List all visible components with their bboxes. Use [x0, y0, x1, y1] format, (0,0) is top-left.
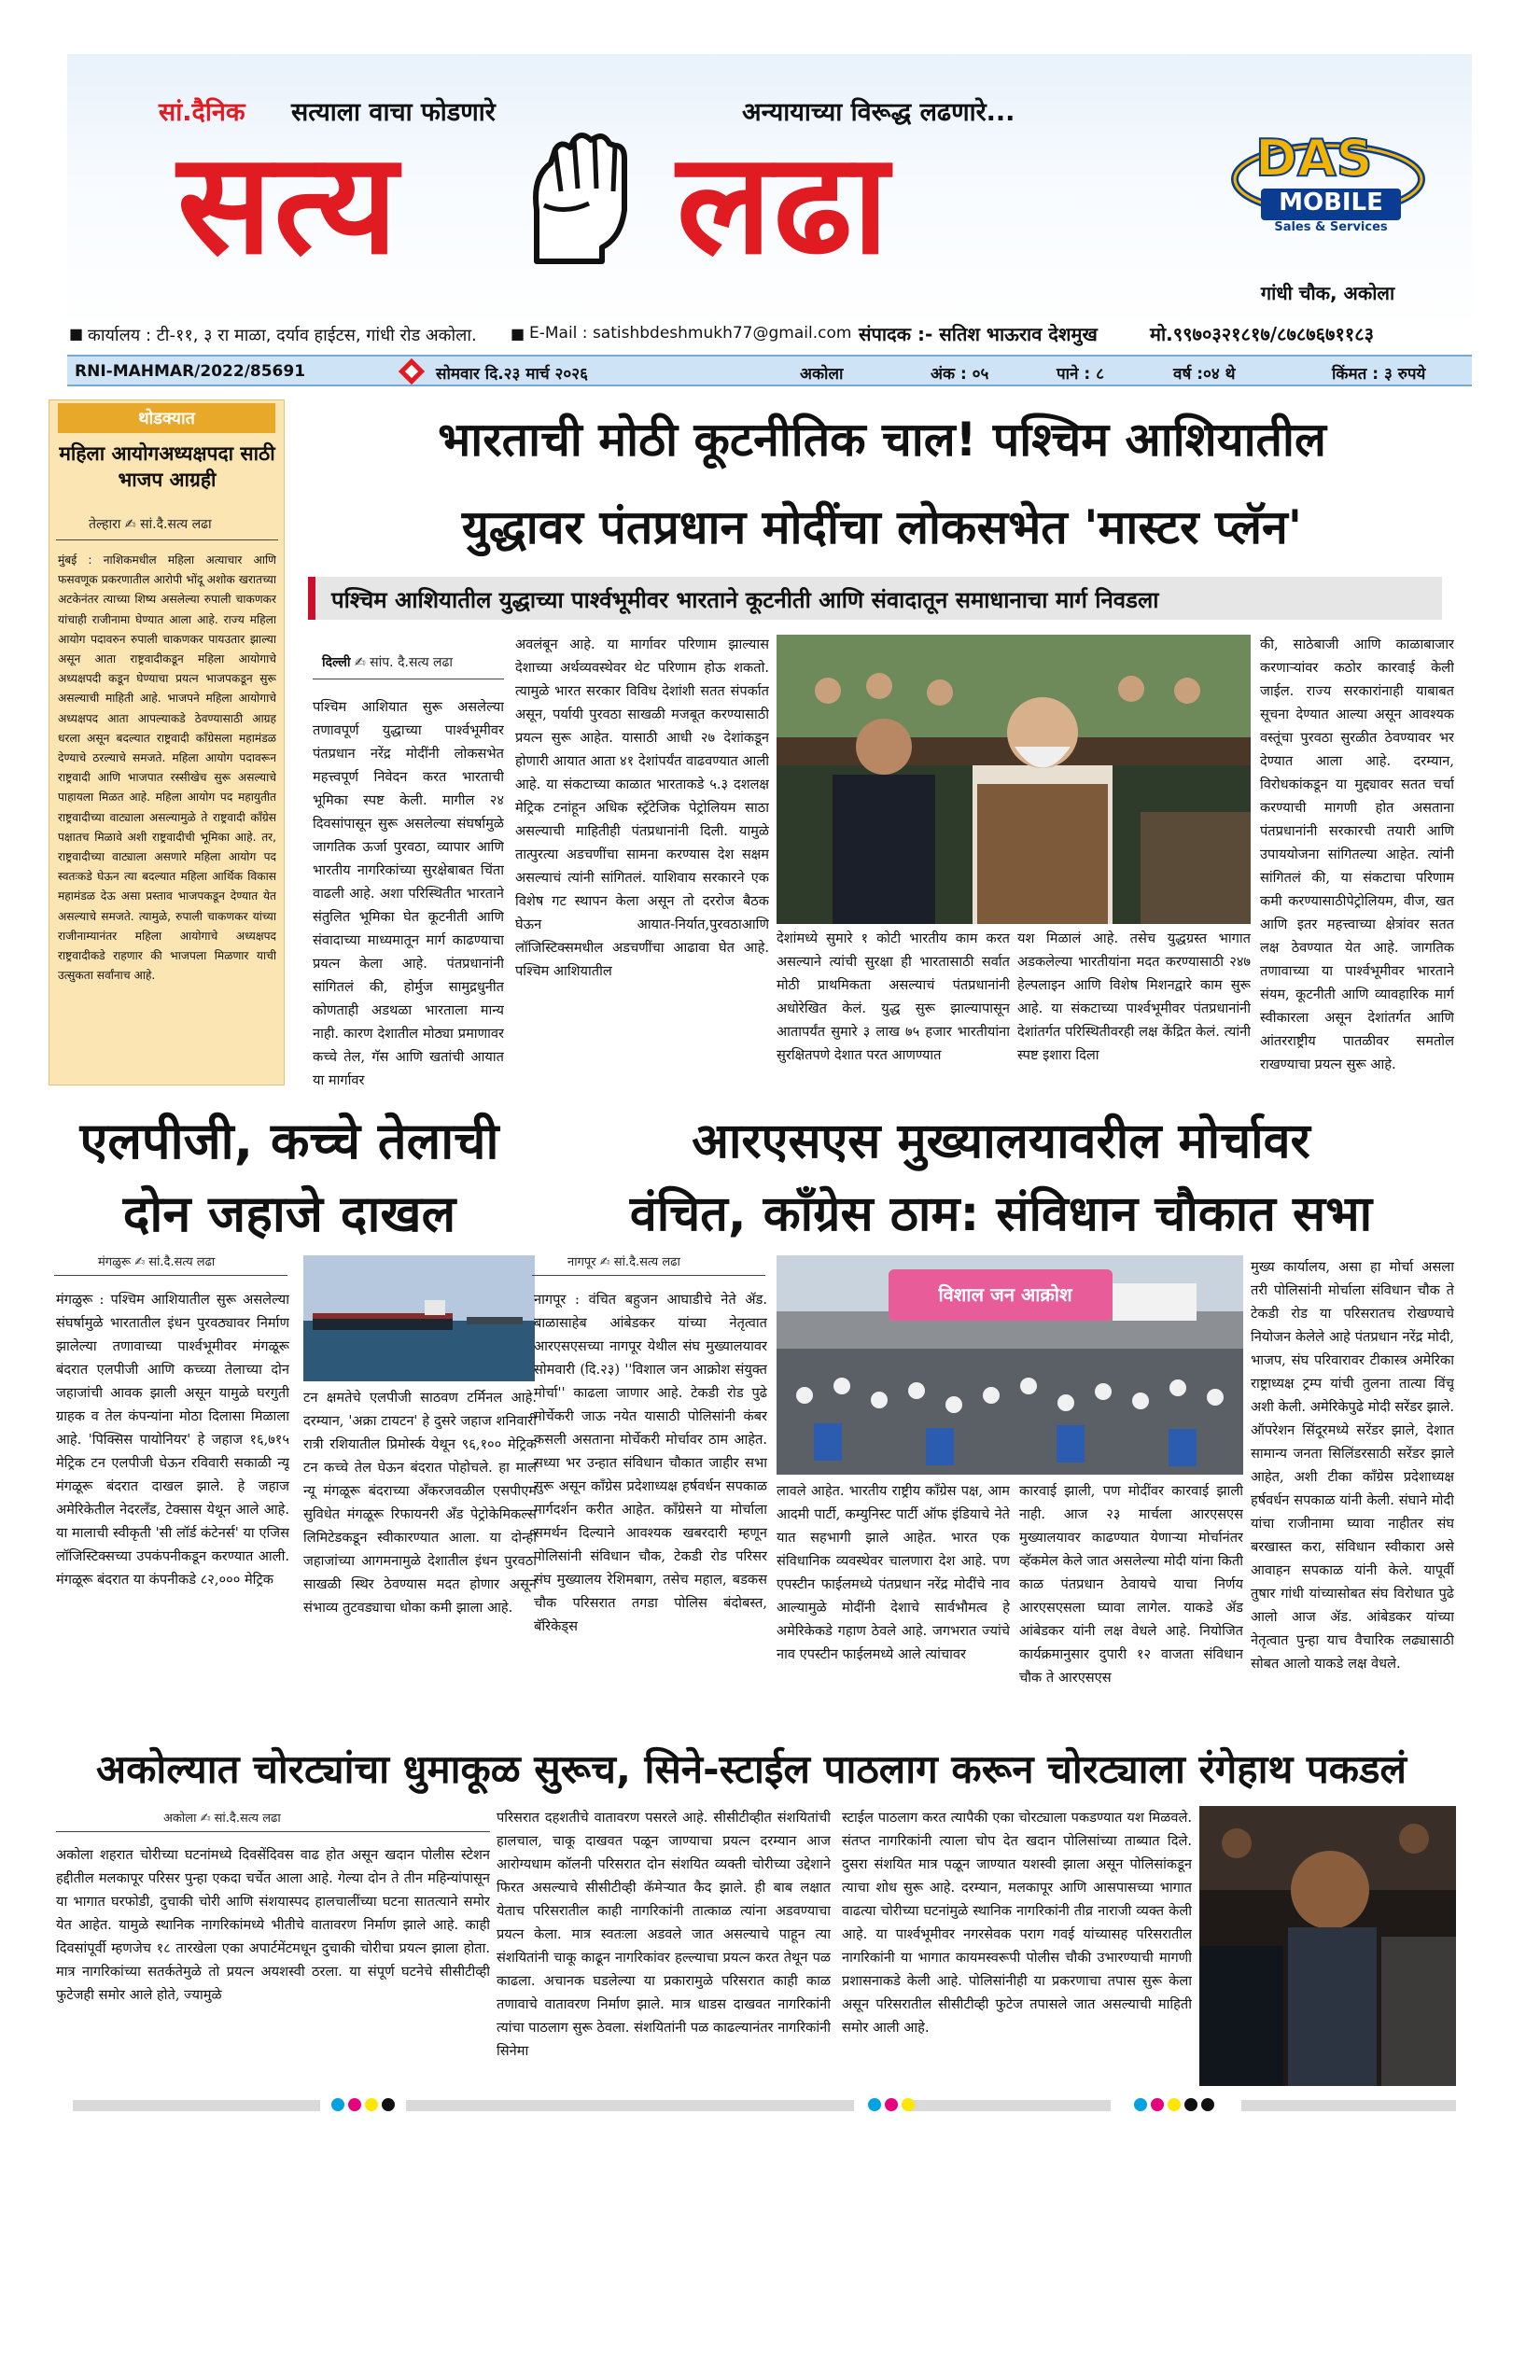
mobile-numbers: मो.९९७०३२१८१७/८७८७६७११८३	[1150, 323, 1375, 345]
rss-column-2: लावले आहेत. भारतीय राष्ट्रीय कॉंग्रेस पक्ष, आम आदमी पार्टी, कम्युनिस्ट पार्टी ऑफ इंडियाचे नेते यात सहभागी झाले आहेत. भारत एक संविधानिक व्यवस्थेवर चालणारा देश आहे. पण एपस्टीन फाईलमध्ये पंतप्रधान नरेंद्र मोदींचे नाव आल्यामुळे मोदींनी देशाचे सार्वभौमत्व हे अमेरिकेकडे गहाण ठेवले आहे. जगभरात ज्यांचे नाव एपस्टीन फाईलमध्ये आले त्यांचावर	[777, 1483, 1010, 1662]
pen-icon: ✍	[134, 1255, 149, 1269]
logo-das-text: DAS	[1255, 129, 1373, 188]
lead-dateline-place: दिल्ली	[322, 655, 351, 670]
akola-dateline	[163, 1809, 281, 1826]
lpg-headline-line1: एलपीजी, कच्चे तेलाची	[79, 1112, 499, 1170]
pen-icon: ✍	[354, 655, 371, 670]
lpg-column-1: मंगळुरू : पश्चिम आशियातील सुरू असलेल्या संघर्षामुळे भारतातील इंधन पुरवठ्यावर निर्माण झालेल्या तणावाच्या पार्श्वभूमीवर मंगळूरू बंदरात एलपीजी आणि कच्च्या तेलाच्या दोन जहाजांची आवक झाली असून यामुळे घरगुती ग्राहक व तेल कंपन्यांना मोठा दिलासा मिळाला आहे. 'पिक्सिस पायोनियर' हे जहाज १६,७१५ मेट्रिक टन एलपीजी घेऊन रविवारी सकाळी न्यू मंगळूरू बंदरात दाखल झाले. हे जहाज अमेरिकेतील नेदरलँड, टेक्सास येथून आले आहे. या मालाची स्वीकृती 'सी लॉर्ड कंटेनर्स' या एजिस लॉजिस्टिक्सच्या उपकंपनीकडून करण्यात आली. मंगळूरू बंदरात या कंपनीकडे ८२,००० मेट्रिक	[56, 1292, 289, 1588]
sidebar-label: थोडक्यात	[58, 403, 275, 433]
rss-headline-line2: वंचित, कॉंग्रेस ठाम: संविधान चौकात सभा	[629, 1186, 1373, 1242]
editor-name: संपादक :- सतिश भाऊराव देशमुख	[859, 323, 1098, 345]
lead-column-2: अवलंबून आहे. या मार्गावर परिणाम झाल्यास देशाच्या अर्थव्यवस्थेवर थेट परिणाम होऊ शकतो. त्यामुळे भारत सरकार विविध देशांशी सतत संपर्कात असून, पर्यायी पुरवठा साखळी मजबूत करण्यासाठी प्रयत्न सुरू आहेत. यासाठी आधी २७ देशांकडून होणारी आयात आता ४१ देशांपर्यंत वाढवण्यात आली आहे. या संकटाच्या काळात भारताकडे ५.३ दशलक्ष मेट्रिक टनांहून अधिक स्ट्रॅटेजिक पेट्रोलियम साठा असल्याची माहितीही पंतप्रधानांनी दिली. यामुळे तात्पुरत्या अडचणींचा सामना करण्यास देश सक्षम असल्याचं त्यांनी सांगितलं. याशिवाय सरकारने एक विशेष गट स्थापन केला असून तो दररोज बैठक घेऊन आयात-निर्यात,पुरवठाआणि लॉजिस्टिक्समधील अडचणींचा आढावा घेत आहे. पश्चिम आशियातील	[515, 637, 769, 979]
akola-column-2: परिसरात दहशतीचे वातावरण पसरले आहे. सीसीटीव्हीत संशयितांची हालचाल, चाकू दाखवत पळून जाण्याचा प्रयत्न दरम्यान आज आरोग्यधाम कॉलनी परिसरात दोन संशयित व्यक्ती चोरीच्या उद्देशाने फिरत असल्याचे सीसीटीव्ही कॅमेऱ्यात कैद झाले. ही बाब लक्षात येताच परिसरातील काही नागरिकांनी तात्काळ त्यांना अडवण्याचा प्रयत्न केला. मात्र स्वतःला अडवले जात असल्याचे पाहून त्या संशयितांनी चाकू काढून नागरिकांवर हल्ल्याचा प्रयत्न करत तेथून पळ काढला. अचानक घडलेल्या या प्रकारामुळे परिसरात काही काळ तणावाचे वातावरण निर्माण झाले. मात्र धाडस दाखवत नागरिकांनी त्यांचा पाठलाग सुरू ठेवला. संशयितांनी पळ काढल्यानंतर नागरिकांनी सिनेमा	[497, 1810, 831, 2059]
footer-bar-1	[73, 2100, 320, 2111]
logo-tagline: Sales & Services	[1274, 220, 1388, 234]
sidebar-rule	[56, 539, 278, 540]
issue-city: अकोला	[800, 365, 844, 384]
rss-dateline-place: नागपूर	[567, 1255, 596, 1269]
lpg-column-2: टन क्षमतेचे एलपीजी साठवण टर्मिनल आहे. दरम्यान, 'अक्रा टायटन' हे दुसरे जहाज शनिवारी रात्री रशियातील प्रिमोर्स्क येथून ९६,१०० मेट्रिक टन कच्चे तेल घेऊन बंदरात पोहोचले. हा माल न्यू मंगळूरू बंदराच्या अँकरजवळील एसपीएम सुविधेत मंगळूरू रिफायनरी अँड पेट्रोकेमिकल्स लिमिटेडकडून स्वीकारण्यात आला. या दोन्ही जहाजांच्या आगमनामुळे देशातील इंधन पुरवठा साखळी स्थिर ठेवण्यास मदत होणार असून संभाव्य तुटवड्याचा धोका कमी झाला आहे.	[303, 1390, 537, 1616]
office-address: कार्यालय : टी-११, ३ रा माळा, दर्याव हाईटस, गांधी रोड अकोला.	[88, 326, 477, 345]
akola-dateline-source: सां.दै.सत्य लढा	[214, 1812, 281, 1826]
issue-year: वर्ष :०४ थे	[1173, 365, 1236, 384]
sidebar-dateline-source: सां.दै.सत्य लढा	[140, 517, 212, 532]
rss-column-3: कारवाई झाली, पण मोदींवर कारवाई झाली नाही. आज २३ मार्चला आरएसएस मुख्यालयावर काढण्यात येणाऱ्या मोर्चानंतर व्हॅकमेल केले जात असलेल्या मोदी यांना किती काळ पंतप्रधान ठेवायचे याचा निर्णय आरएसएसला घ्यावा लागेल. याकडे ॲड आंबेडकर यांनी लक्ष वेधले आहे. नियोजित कार्यक्रमानुसार दुपारी १२ वाजता संविधान चौक ते आरएसएस	[1019, 1483, 1243, 1686]
info-bar: ■ कार्यालय : टी-११, ३ रा माळा, दर्याव हाईटस, गांधी रोड अकोला. ■ E-Mail : satishbdeshmukh77@gmail.com संपादक :- सतिश भाऊराव देशमुख मो.९९७०३२१८१७/८७८७६७११८३	[69, 323, 1375, 345]
lpg-dateline-place: मंगळुरू	[98, 1255, 132, 1269]
issue-price: किंमत : ३ रुपये	[1332, 365, 1426, 384]
akola-dateline-place: अकोला	[163, 1812, 197, 1826]
rss-column-4: मुख्य कार्यालय, असा हा मोर्चा असला तरी पोलिसांनी मोर्चाला संविधान चौक ते टेकडी रोड या परिसरातच रोखण्याचे नियोजन केलेले आहे पंतप्रधान नरेंद्र मोदी, भाजप, संघ परिवारावर टीकास्त्र अमेरिका राष्ट्राध्यक्ष ट्रम्प यांची तुलना तात्या विंचू अशी केली. अमेरिकेपुढे मोदी सरेंडर झाले. ऑपरेशन सिंदूरमध्ये सरेंडर झाले, देशात सामान्य जनता सिलिंडरसाठी सरेंडर झाले आहेत, अशी टीका कॉंग्रेस प्रदेशाध्यक्ष हर्षवर्धन सपकाळ यांनी केली. संघाने मोदी यांचा राजीनामा घ्यावा नाहीतर संघ बरखास्त करा, संविधान स्वीकारा असे आवाहन सपकाळ यांनी केले. यापूर्वी तुषार गांधी यांच्यासोबत संघ विरोधात पुढे आलो आज ॲड. आंबेडकर यांच्या नेतृत्वात पुन्हा याच वैचारिक लढ्यासाठी सोबत आलो याकडे लक्ष वेधले.	[1251, 1259, 1454, 1672]
rss-column-1: नागपूर : वंचित बहुजन आघाडीचे नेते ॲड. बाळासाहेब आंबेडकर यांच्या नेतृत्वात आरएसएसच्या नागपूर येथील संघ मुख्यालयावर सोमवारी (दि.२३) ''विशाल जन आक्रोश संयुक्त मोर्चा'' काढला जाणार आहे. टेकडी रोड पुढे मोर्चेकरी जाऊ नयेत यासाठी पोलिसांनी कंबर कसली असताना मोर्चेकरी मोर्चावर ठाम आहेत. सध्या भर उन्हात संविधान चौकात जाहीर सभा सुरू असून कॉंग्रेस प्रदेशाध्यक्ष हर्षवर्धन सपकाळ मार्गदर्शन करीत आहेत. कॉंग्रेसने या मोर्चाला समर्थन दिल्याने आवश्यक खबरदारी म्हणून पोलिसांनी संविधान चौक, टेकडी रोड परिसर संघ मुख्यालय रेशिमबाग, तसेच महाल, बडकस चौक परिसरात तगडा पोलिस बंदोबस्त, बॅरिकेड्स	[534, 1292, 767, 1634]
registration-dots-3	[1134, 2098, 1227, 2113]
lead-dateline-source: सांप. दै.सत्य लढा	[370, 655, 454, 670]
registration-dots-1	[331, 2098, 406, 2113]
lead-subhead: पश्चिम आशियातील युद्धाच्या पार्श्वभूमीवर भारताने कूटनीती आणि संवादातून समाधानाचा मार्ग निवडला	[331, 587, 1159, 613]
masthead-tagline-right: अन्यायाच्या विरूद्ध लढणारे...	[742, 98, 1015, 127]
sidebar-dateline-place: तेल्हारा	[89, 517, 121, 532]
lead-headline-line2: युद्धावर पंतप्रधान मोदींचा लोकसभेत 'मास्टर प्लॅन'	[461, 500, 1303, 554]
footer-bar-2	[406, 2100, 854, 2111]
rss-dateline-source: सां.दै.सत्य लढा	[613, 1255, 680, 1269]
rally-banner-text: विशाल जन आक्रोश	[938, 1283, 1072, 1306]
thief-caught-photo	[1199, 1806, 1456, 2086]
rss-dateline	[567, 1253, 680, 1269]
akola-column-3: स्टाईल पाठलाग करत त्यापैकी एका चोरट्याला पकडण्यात यश मिळवले. संतप्त नागरिकांनी त्याला चोप देत खदान पोलिसांच्या ताब्यात दिले. दुसरा संशयित मात्र पळून जाण्यात यशस्वी झाला असून पोलिसांकडून त्याचा शोध सुरू आहे. दरम्यान, मलकापूर आणि आसपासच्या भागात वाढत्या चोरीच्या घटनांमुळे स्थानिक नागरिकांनी तीव्र नाराजी व्यक्त केली आहे. या पार्श्वभूमीवर नगरसेवक पराग गवई यांच्यासह परिसरातील नागरिकांनी या भागात कायमस्वरूपी पोलीस चौकी उभारण्याची मागणी प्रशासनाकडे केली आहे. पोलिसांनीही या प्रकरणाचा तपास सुरू केला असून परिसरातील सीसीटीव्ही फुटेज तपासले जात असल्याची माहिती समोर आली आहे.	[842, 1810, 1192, 2036]
rss-rally-photo	[777, 1255, 1243, 1475]
lpg-headline-line2: दोन जहाजे दाखल	[122, 1184, 456, 1243]
sidebar-dateline	[89, 515, 212, 533]
akola-headline: अकोल्यात चोरट्यांचा धुमाकूळ सुरूच, सिने-स्टाईल पाठलाग करून चोरट्याला रंगेहाथ पकडलं	[96, 1746, 1407, 1792]
lead-headline-line1: भारताची मोठी कूटनीतिक चाल! पश्चिम आशियातील	[438, 413, 1326, 467]
rss-headline-line1: आरएसएस मुख्यालयावरील मोर्चावर	[692, 1113, 1310, 1169]
registration-dots-2	[868, 2098, 943, 2113]
pen-icon: ✍	[200, 1812, 215, 1826]
pen-icon: ✍	[599, 1255, 614, 1269]
rni-number: RNI-MAHMAR/2022/85691	[75, 362, 306, 381]
rss-dateline-rule	[532, 1275, 765, 1276]
issue-date: सोमवार दि.२३ मार्च २०२६	[436, 365, 588, 384]
das-mobile-logo	[1227, 121, 1428, 271]
sidebar-headline: महिला आयोगअध्यक्षपदा साठी भाजप आग्रही	[59, 442, 275, 491]
lead-column-1: पश्चिम आशियात सुरू असलेल्या तणावपूर्ण युद्धाच्या पार्श्वभूमीवर पंतप्रधान नरेंद्र मोदींनी लोकसभेत महत्त्वपूर्ण निवेदन करत भारताची भूमिका स्पष्ट केली. मागील २४ दिवसांपासून सुरू असलेल्या संघर्षामुळे जागतिक ऊर्जा पुरवठा, व्यापार आणि भारतीय नागरिकांच्या सुरक्षेबाबत चिंता वाढली आहे. अशा परिस्थितीत भारताने संतुलित भूमिका घेत कूटनीती आणि संवादाच्या माध्यमातून मार्ग काढण्याचा प्रयत्न केला आहे. पंतप्रधानांनी सांगितलं की, होर्मुज सामुद्रधुनीत कोणताही अडथळा भारताला मान्य नाही. कारण देशातील मोठ्या प्रमाणावर कच्चे तेल, गॅस आणि खतांची आयात या मार्गावर	[313, 699, 504, 1087]
lpg-dateline-source: सां.दै.सत्य लढा	[148, 1255, 216, 1269]
masthead-title-right: लढा	[677, 121, 891, 286]
modi-lok-sabha-photo	[777, 635, 1251, 924]
akola-column-1: अकोला शहरात चोरीच्या घटनांमध्ये दिवसेंदिवस वाढ होत असून खदान पोलीस स्टेशन हद्दीतील मलकापूर परिसर पुन्हा एकदा चर्चेत आला आहे. गेल्या दोन ते तीन महिन्यांपासून या भागात घरफोडी, दुचाकी चोरी आणि संशयास्पद हालचालींच्या घटना सातत्याने समोर येत आहेत. यामुळे स्थानिक नागरिकांमध्ये भीतीचे वातावरण निर्माण झाले आहे. काही दिवसांपूर्वी म्हणजेच १८ तारखेला एका अपार्टमेंटमधून दुचाकी चोरीचा प्रयत्न झाला होता. मात्र नागरिकांच्या सतर्कतेमुळे तो प्रयत्न अयशस्वी ठरला. या संपूर्ण घटनेचे सीसीटीव्ही फुटेजही समोर आले होते, ज्यामुळे	[56, 1847, 490, 2003]
lead-dateline	[322, 653, 453, 671]
issue-strip	[67, 355, 1472, 386]
footer-bar-4	[1241, 2100, 1456, 2111]
fist-icon	[499, 121, 658, 280]
tanker-ship-photo	[303, 1255, 535, 1381]
akola-dateline-rule	[56, 1831, 490, 1832]
page-count: पाने : ८	[1057, 365, 1104, 384]
lead-column-4: यश मिळालं आहे. तसेच युद्धग्रस्त भागात अडकलेल्या भारतीयांना मदत करण्यासाठी २४७ हेल्पलाइन आणि विशेष मिशनद्वारे काम सुरू आहे. या संकटाच्या पार्श्वभूमीवर पंतप्रधानांनी देशांतर्गत परिस्थितीवरही लक्ष केंद्रित केलं. त्यांनी स्पष्ट इशारा दिला	[1017, 931, 1251, 1063]
issue-number: अंक : ०५	[931, 365, 989, 384]
emblem-icon	[399, 358, 425, 385]
logo-address: गांधी चौक, अकोला	[1260, 282, 1395, 304]
pen-icon: ✍	[124, 517, 141, 532]
lead-column-3: देशांमध्ये सुमारे १ कोटी भारतीय काम करत असल्याने त्यांची सुरक्षा ही भारतासाठी सर्वात मोठी प्राथमिकता असल्याचं पंतप्रधानांनी अधोरेखित केलं. युद्ध सुरू झाल्यापासून आतापर्यंत सुमारे ३ लाख ७५ हजार भारतीयांना सुरक्षितपणे देशात परत आणण्यात	[777, 931, 1010, 1063]
lpg-dateline	[98, 1253, 215, 1269]
masthead-title-left: सत्य	[177, 121, 399, 286]
logo-mobile-text: MOBILE	[1261, 189, 1401, 220]
masthead-tagline-left: सत्याला वाचा फोडणारे	[291, 98, 496, 127]
lead-column-5: की, साठेबाजी आणि काळाबाजार करणाऱ्यांवर कठोर कारवाई केली जाईल. राज्य सरकारांनाही याबाबत सूचना देण्यात आल्या असून आवश्यक वस्तूंचा पुरवठा सुरळीत ठेवण्यावर भर देण्यात आला आहे. दरम्यान, विरोधकांकडून या मुद्द्यावर सतत चर्चा करण्याची मागणी होत असताना पंतप्रधानांनी सरकारची तयारी आणि उपाययोजना सांगितल्या आहेत. त्यांनी सांगितलं की, या संकटाचा परिणाम कमी करण्यासाठीपेट्रोलियम, वीज, खत आणि इतर महत्त्वाच्या क्षेत्रांवर सतत लक्ष ठेवण्यात येत आहे. जागतिक तणावाच्या या पार्श्वभूमीवर भारताने संयम, कूटनीती आणि व्यावहारिक मार्ग स्वीकारला असून देशांतर्गत आणि आंतरराष्ट्रीय पातळीवर समतोल राखण्याचा प्रयत्न सुरू आहे.	[1260, 637, 1454, 1072]
email-text: E-Mail : satishbdeshmukh77@gmail.com	[529, 324, 852, 343]
sidebar-body: मुंबई : नाशिकमधील महिला अत्याचार आणि फसवणूक प्रकरणातील आरोपी भोंदू अशोक खरातच्या अटकेनंतर त्याच्या शिष्य असलेल्या रुपाली चाकणकर यांचाही राजीनामा घेण्यात आला आहे. राज्य महिला आयोग पदावरुन रुपाली चाकणकर पायउतार झाल्या असून आता राष्ट्रवादीकडून महिला आयोगाचे अध्यक्षपदी कडून घेण्याचा प्रयत्न भाजपकडून सुरू असल्याची माहिती आहे. भाजपने महिला आयोगाचे अध्यक्षपद आता आपल्याकडे ठेवण्यासाठी आग्रह धरला असून बदल्यात राष्ट्रवादी कॉंग्रेसला महामंडळ देण्याचे ठरल्याचे समजते. महिला आयोग पदावरून राष्ट्रवादी आणि भाजपात रस्सीखेच सुरू असल्याचे पाहायला मिळत आहे. महिला आयोग पद महायुतीत राष्ट्रवादीच्या वाट्याला असल्यामुळे ते राष्ट्रवादी कॉंग्रेस पक्षातच मिळावे अशी राष्ट्रवादीची भूमिका आहे. तर, राष्ट्रवादीच्या वाट्याला असणारे महिला आयोग पद स्वतःकडे घेऊन त्या बदल्यात महिला आर्थिक विकास महामंडळ देऊ असा प्रस्ताव भाजपकडून देण्यात येत असल्याचे समजते. त्यामुळे, रुपाली चाकणकर यांच्या राजीनाम्यानंतर महिला आयोगाचे अध्यक्षपद राष्ट्रवादीकडे राहणार की भाजपला मिळणार याची उत्सुकता सर्वांनाच आहे.	[58, 553, 276, 983]
lpg-dateline-rule	[54, 1275, 287, 1276]
masthead-prefix: सां.दैनिक	[159, 98, 245, 127]
